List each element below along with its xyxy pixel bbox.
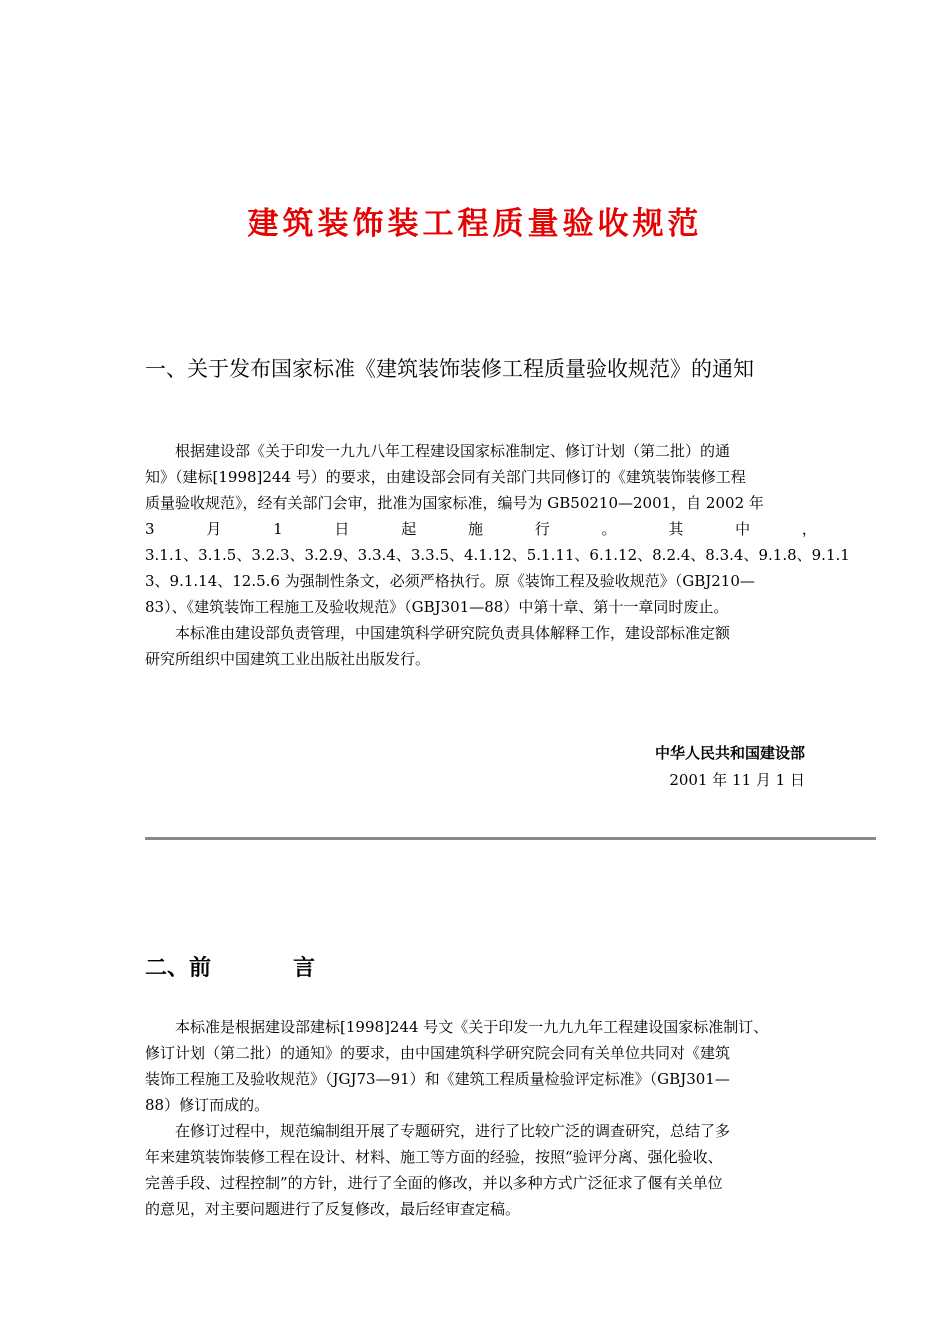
signature-date: 2001 年 11 月 1 日	[669, 771, 805, 789]
paragraph-line: 修订计划（第二批）的通知》的要求，由中国建筑科学研究院会同有关单位共同对《建筑	[145, 1044, 731, 1062]
section-2-heading-part2: 言	[293, 955, 316, 981]
section-divider	[145, 837, 876, 840]
paragraph-line: 根据建设部《关于印发一九九八年工程建设国家标准制定、修订计划（第二批）的通	[175, 442, 731, 460]
spread-char: 月	[206, 520, 222, 538]
section-1-body	[145, 438, 850, 672]
paragraph-line: 本标准是根据建设部建标[1998]244 号文《关于印发一九九九年工程建设国家标准制订、	[175, 1018, 769, 1036]
paragraph-line: 知》（建标[1998]244 号）的要求，由建设部会同有关部门共同修订的《建筑装饰装修工程	[145, 468, 746, 486]
paragraph-line: 本标准由建设部负责管理，中国建筑科学研究院负责具体解释工作，建设部标准定额	[175, 624, 731, 642]
signature-organization: 中华人民共和国建设部	[654, 744, 805, 762]
paragraph-line: 88）修订而成的。	[145, 1096, 270, 1114]
paragraph-line: 的意见，对主要问题进行了反复修改，最后经审查定稿。	[145, 1200, 521, 1218]
section-1-heading: 一、关于发布国家标准《建筑装饰装修工程质量验收规范》的通知	[145, 357, 754, 381]
spread-char: 3	[145, 520, 155, 538]
spread-char: ，	[801, 520, 817, 538]
section-2-heading-part1: 二、前	[145, 955, 212, 981]
paragraph-line: 年来建筑装饰装修工程在设计、材料、施工等方面的经验，按照“验评分离、强化验收、	[145, 1148, 723, 1166]
section-2-body	[145, 1014, 810, 1222]
spread-char: 起	[401, 520, 417, 538]
paragraph-line: 3.1.1、3.1.5、3.2.3、3.2.9、3.3.4、3.3.5、4.1.12、5.1.11、6.1.12、8.2.4、8.3.4、9.1.8、9.1.1	[145, 546, 850, 564]
paragraph-line: 装饰工程施工及验收规范》（JGJ73—91）和《建筑工程质量检验评定标准》（GBJ301—	[145, 1070, 730, 1088]
spread-char: 。	[601, 520, 617, 538]
paragraph-line: 研究所组织中国建筑工业出版社出版发行。	[145, 650, 431, 668]
spread-char: 日	[334, 520, 350, 538]
spread-char: 行	[534, 520, 550, 538]
signature-block	[655, 740, 805, 794]
spread-char: 其	[668, 520, 684, 538]
paragraph-line: 质量验收规范》，经有关部门会审，批准为国家标准，编号为 GB50210—2001，自 2002 年	[145, 494, 764, 512]
spread-char: 施	[467, 520, 483, 538]
section-2-heading	[145, 951, 315, 982]
paragraph-line: 83）、《建筑装饰工程施工及验收规范》（GBJ301—88）中第十章、第十一章同时废止。	[145, 598, 729, 616]
spread-char: 1	[273, 520, 283, 538]
paragraph-line: 3、9.1.14、12.5.6 为强制性条文，必须严格执行。原《装饰工程及验收规范》（GBJ210—	[145, 572, 755, 590]
document-title: 建筑装饰装工程质量验收规范	[247, 206, 703, 242]
paragraph-line: 在修订过程中，规范编制组开展了专题研究，进行了比较广泛的调查研究，总结了多	[175, 1122, 731, 1140]
spread-char: 中	[735, 520, 751, 538]
paragraph-line: 完善手段、过程控制”的方针，进行了全面的修改，并以多种方式广泛征求了偃有关单位	[145, 1174, 723, 1192]
spread-line	[145, 516, 817, 542]
